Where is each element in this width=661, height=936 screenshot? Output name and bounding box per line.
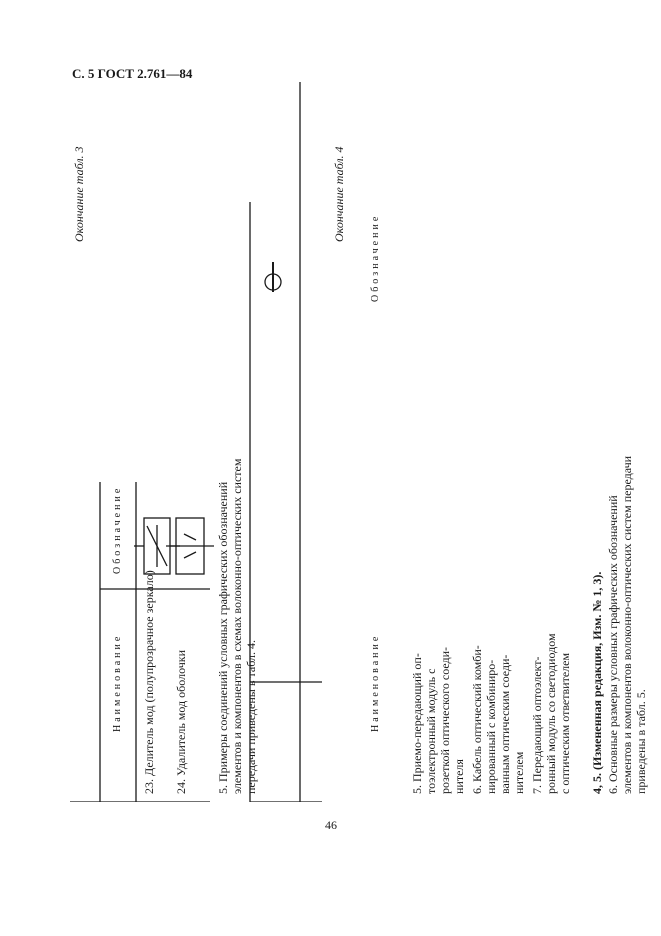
table3-col-symbol: Обозначение: [112, 485, 123, 574]
table4-continuation: Окончание табл. 4: [332, 146, 346, 242]
table3-continuation: Окончание табл. 3: [72, 146, 86, 242]
table3-row-24: 24. Удалитель мод оболочки: [174, 649, 188, 794]
table4-col-symbol: Обозначение: [370, 213, 381, 302]
page-header: С. 5 ГОСТ 2.761—84: [72, 66, 193, 81]
table4-row-7: 7. Передающий оптоэлект- ронный модуль со светодиодом с оптическим ответвителем: [530, 633, 572, 794]
paragraph-5: 5. Примеры соединений условных графических обозначений элементов и компонентов в схемах волоконно-оптических систем передачи приведены в табл. 4.: [216, 458, 258, 794]
table3-row-23: 23. Делитель мод (полупрозрачное зеркало): [142, 570, 156, 794]
page-number: 46: [325, 818, 337, 832]
right-block: [330, 82, 650, 802]
mode-stripper-symbol: [166, 518, 214, 574]
edition-note: 4, 5. (Измененная редакция, Изм. № 1, 3).: [590, 571, 604, 794]
left-block-graphics: [70, 82, 322, 802]
led-symbol: [265, 262, 281, 292]
table4-row-5: 5. Приемо-передающий оп- тоэлектронный модуль с розеткой оптического соеди- нителя: [410, 646, 466, 794]
paragraph-6: 6. Основные размеры условных графических обозначений элементов и компонентов волоконно-оптических систем передачи приведены в табл. 5.: [606, 455, 648, 794]
table4-col-name: Наименование: [370, 633, 381, 732]
left-block: [70, 82, 322, 802]
table4-row-6: 6. Кабель оптический комби- нированный с комбиниро- ванным оптическим соеди- нителем: [470, 645, 526, 794]
table3-col-name: Наименование: [112, 633, 123, 732]
